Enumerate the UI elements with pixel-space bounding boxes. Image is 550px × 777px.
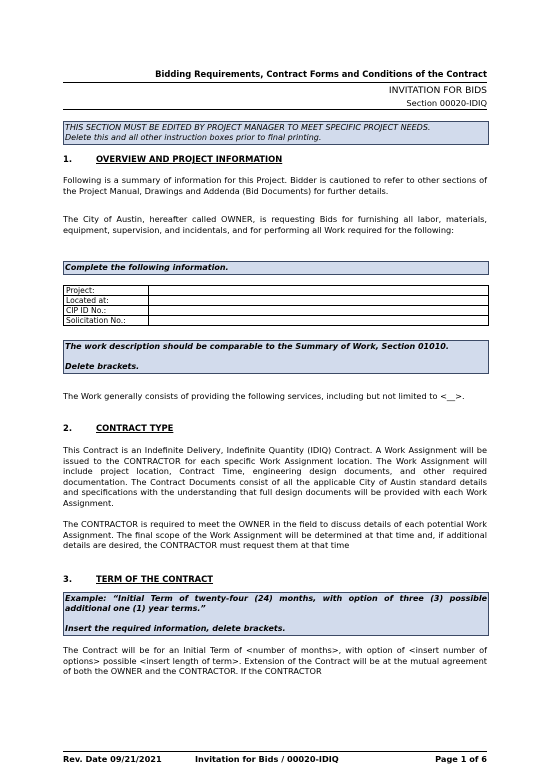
paragraph-text: The Contract will be for an Initial Term of <number of months>, with option of <insert number of options> possible <insert length of term>. Extension of the Contract will be at the mutual agreement of both the OWNER and the CONTRACTOR. If the CONTRACTOR <box>63 645 487 677</box>
instruction-text: Delete this and all other instruction boxes prior to final printing. <box>65 133 322 142</box>
paragraph-text: This Contract is an Indefinite Delivery, Indefinite Quantity (IDIQ) Contract. A Work Assignment will be issued to the CONTRACTOR for each specific Work Assignment location. The Work Assignment will include project location, Contract Time, engineering design documents, and other required documentation. The Contract Documents consist of all the applicable City of Austin standard details and specifications with the understanding that full design documents will be provided with each Work Assignment. <box>63 445 487 508</box>
footer-document-name: Invitation for Bids / 00020-IDIQ <box>195 754 339 764</box>
instruction-box-work-description <box>63 340 489 374</box>
instruction-text: Example: “Initial Term of twenty-four (24) months, with option of three (3) possible additional one (1) year terms.” <box>65 594 487 613</box>
instruction-text: Insert the required information, delete brackets. <box>65 624 286 633</box>
instruction-text: Complete the following information. <box>65 263 229 272</box>
instruction-box-complete <box>63 261 489 275</box>
header-rule <box>63 82 487 83</box>
section-number-label: 3. <box>63 574 73 584</box>
table-row <box>64 286 489 296</box>
table-label: Project: <box>64 286 149 296</box>
section-heading-1 <box>63 154 282 164</box>
paragraph-text: The Work generally consists of providing the following services, including but not limited to <__>. <box>63 391 465 401</box>
table-value-field[interactable] <box>149 316 489 326</box>
table-label: CIP ID No.: <box>64 306 149 316</box>
paragraph <box>63 214 487 235</box>
instruction-box-edit <box>63 121 489 145</box>
footer-rule <box>63 751 487 752</box>
paragraph <box>63 175 487 196</box>
section-title: TERM OF THE CONTRACT <box>96 574 214 584</box>
section-number: Section 00020-IDIQ <box>406 98 487 108</box>
instruction-text: THIS SECTION MUST BE EDITED BY PROJECT MANAGER TO MEET SPECIFIC PROJECT NEEDS. <box>65 123 431 132</box>
header-rule-thick <box>63 109 487 110</box>
section-heading-3 <box>63 574 213 584</box>
paragraph-text: Following is a summary of information for this Project. Bidder is cautioned to refer to other sections of the Project Manual, Drawings and Addenda (Bid Documents) for further details. <box>63 175 487 196</box>
instruction-box-term <box>63 592 489 636</box>
paragraph <box>63 391 487 402</box>
section-number-label: 1. <box>63 154 73 164</box>
instruction-text: The work description should be comparable to the Summary of Work, Section 01010. <box>65 342 449 351</box>
footer-revision-date: Rev. Date 09/21/2021 <box>63 754 162 764</box>
table-label: Located at: <box>64 296 149 306</box>
project-info-table <box>63 285 489 326</box>
footer-page-number: Page 1 of 6 <box>435 754 487 764</box>
table-value-field[interactable] <box>149 306 489 316</box>
instruction-text: Delete brackets. <box>65 362 140 371</box>
document-title: INVITATION FOR BIDS <box>388 85 487 96</box>
paragraph-text: The City of Austin, hereafter called OWNER, is requesting Bids for furnishing all labor, materials, equipment, supervision, and incidentals, and for performing all Work required for the following: <box>63 214 487 235</box>
table-label: Solicitation No.: <box>64 316 149 326</box>
table-row <box>64 296 489 306</box>
section-heading-2 <box>63 423 173 433</box>
table-value-field[interactable] <box>149 296 489 306</box>
table-value-field[interactable] <box>149 286 489 296</box>
table-row <box>64 316 489 326</box>
paragraph <box>63 645 487 677</box>
running-header: Bidding Requirements, Contract Forms and Conditions of the Contract <box>155 69 487 79</box>
paragraph <box>63 445 487 509</box>
section-number-label: 2. <box>63 423 73 433</box>
paragraph-text: The CONTRACTOR is required to meet the OWNER in the field to discuss details of each potential Work Assignment. The final scope of the Work Assignment will be determined at that time and, if additional details are desired, the CONTRACTOR must request them at that time <box>63 519 487 551</box>
paragraph <box>63 519 487 551</box>
section-title: OVERVIEW AND PROJECT INFORMATION <box>96 154 283 164</box>
section-title: CONTRACT TYPE <box>96 423 174 433</box>
table-row <box>64 306 489 316</box>
